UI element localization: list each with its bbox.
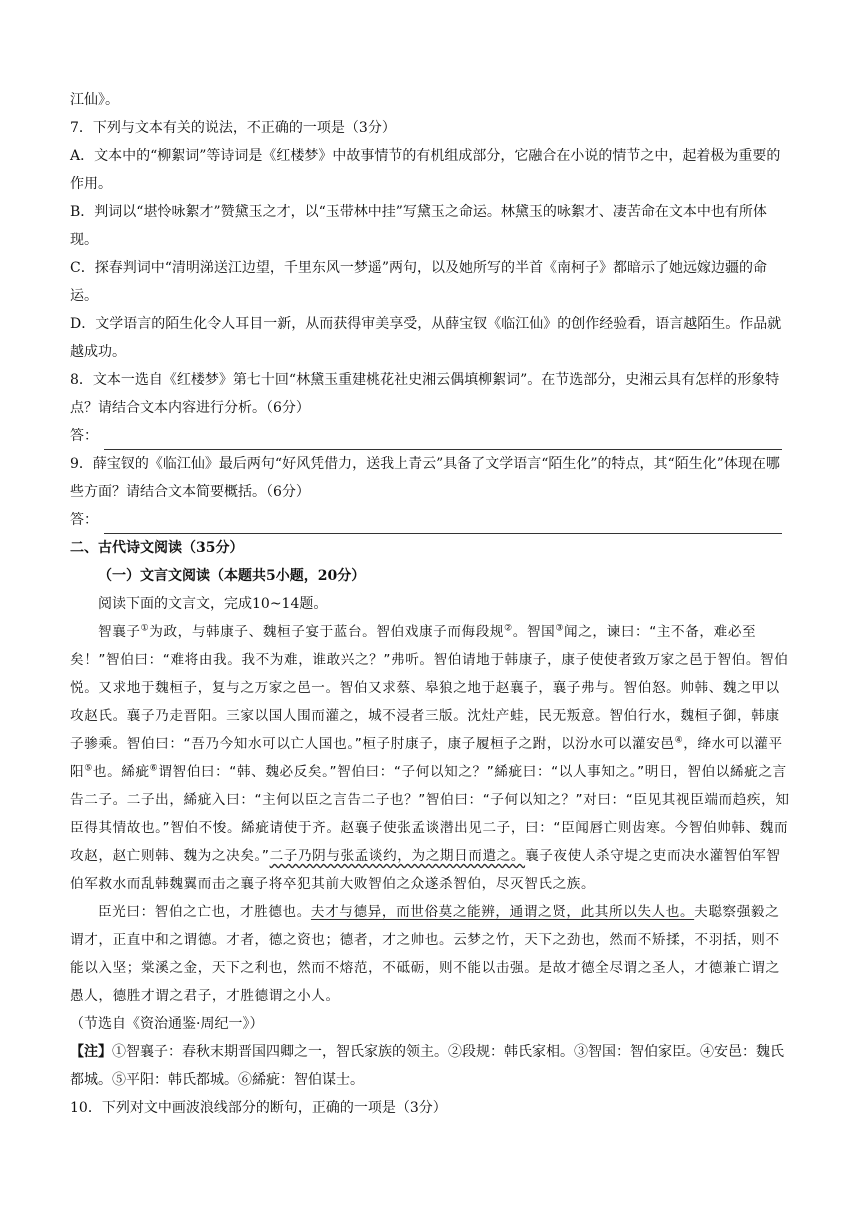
footnote-marker: ③: [555, 623, 565, 634]
footnote-marker: ④: [674, 735, 684, 746]
question-7-option-b: B．判词以“堪怜咏絮才”赞黛玉之才，以“玉带林中挂”写黛玉之命运。林黛玉的咏絮才、凄苦命在文本中也有所体现。: [70, 204, 767, 248]
section-2-subtitle: （一）文言文阅读（本题共5小题，20分）: [98, 568, 366, 584]
footnote-marker: ②: [504, 623, 513, 634]
question-10-stem: 10．下列对文中画波浪线部分的断句，正确的一项是（3分）: [70, 1100, 447, 1116]
passage-text: 襄子夜使人杀守堤之吏而决水灌智伯军智伯军救水而乱韩魏翼而击之襄子将卒犯其前大败智伯之众遂杀智伯，尽灭智氏之族。: [70, 848, 781, 892]
question-8-answer-label: 答：: [70, 428, 98, 444]
footnote-marker: ⑤: [84, 763, 93, 774]
question-7-option-d: D．文学语言的陌生化令人耳目一新，从而获得审美享受，从薛宝钗《临江仙》的创作经验看，语言越陌生。作品就越成功。: [70, 316, 782, 360]
underlined-sentence: 夫才与德异，而世俗莫之能辨，通谓之贤，此其所以失人也。: [310, 904, 695, 920]
question-7-option-c: C．探春判词中“清明涕送江边望，千里东风一梦遥”两句，以及她所写的半首《南柯子》都暗示了她远嫁边疆的命运。: [70, 260, 768, 304]
passage-text: 闻之，谏曰：“主不备，难必至矣！”智伯曰：“难将由我。我不为难，谁敢兴之？”弗听。智伯请地于韩康子，康子使使者致万家之邑于智伯。智伯悦。又求地于魏桓子，复与之万家之邑一。智伯又求蔡、皋狼之地于赵襄子，襄子弗与。智伯怒。帅韩、魏之甲以攻赵氏。襄子乃走晋阳。三家以国人围而灌之，城不浸者三版。沈灶产蛙，民无叛意。智伯行水，魏桓子御，韩康子骖乘。智伯曰：“吾乃今知水可以亡人国也。”桓子肘康子，康子履桓子之跗，以汾水可以灌安邑: [70, 624, 789, 752]
question-9-answer-label: 答：: [70, 512, 98, 528]
question-8-answer-area[interactable]: [70, 422, 790, 450]
question-8-stem: 8．文本一选自《红楼梦》第七十回“林黛玉重建桃花社史湘云偶填柳絮词”。在节选部分，史湘云具有怎样的形象特点？请结合文本内容进行分析。（6分）: [70, 372, 780, 416]
question-7-option-a: A．文本中的“柳絮词”等诗词是《红楼梦》中故事情节的有机组成部分，它融合在小说的情节之中，起着极为重要的作用。: [70, 148, 781, 192]
wavy-underlined-sentence: 二子乃阴与张孟谈约，为之期日而遣之。: [269, 848, 526, 864]
passage-text: 臣光曰：智伯之亡也，才胜德也。: [98, 904, 311, 920]
question-8-answer-line[interactable]: [104, 431, 782, 450]
passage-text: ，绛水可以灌平阳: [70, 736, 783, 780]
passage-text: 谓智伯曰：“韩、魏必反矣。”智伯曰：“子何以知之？”絺疵曰：“以人事知之。”明日，智伯以絺疵之言告二子。二子出，絺疵入曰：“主何以臣之言告二子也？”智伯曰：“子何以知之？”对曰：“臣见其视臣端而趋疾，知臣得其情故也。”智伯不悛。絺疵请使于齐。赵襄子使张孟谈潜出见二子，曰：“臣闻唇亡则齿寒。今智伯帅韩、魏而攻赵，赵亡则韩、魏为之决矣。”: [70, 764, 790, 864]
carry-over-text: 江仙》。: [70, 92, 119, 108]
question-8: [70, 366, 790, 450]
annotation-note: [70, 1038, 790, 1094]
footnote-marker: ①: [140, 623, 150, 634]
footnote-marker: ⑥: [149, 763, 159, 774]
question-7-stem: 7．下列与文本有关的说法，不正确的一项是（3分）: [70, 120, 396, 136]
passage-text: 智襄子: [98, 624, 141, 640]
question-9-answer-line[interactable]: [104, 515, 782, 534]
question-7: [70, 114, 790, 366]
passage-paragraph-1: [70, 618, 790, 898]
passage-text: 为政，与韩康子、魏桓子宴于蓝台。智伯戏康子而侮段规: [149, 624, 505, 640]
section-2-title: 二、古代诗文阅读（35分）: [70, 540, 244, 556]
passage-paragraph-2: [70, 898, 790, 1010]
note-text: ①智襄子：春秋末期晋国四卿之一，智氏家族的领主。②段规：韩氏家相。③智国：智伯家臣。④安邑：魏氏都城。⑤平阳：韩氏都城。⑥絺疵：智伯谋士。: [70, 1044, 784, 1088]
passage-text: 。智国: [512, 624, 556, 640]
question-9: [70, 450, 790, 534]
section-2-intro: 阅读下面的文言文，完成10~14题。: [98, 596, 328, 612]
note-tag: 【注】: [70, 1044, 112, 1060]
passage-source: （节选自《资治通鉴·周纪一》）: [70, 1016, 264, 1032]
passage-text: 也。絺疵: [92, 764, 150, 780]
passage-text: 夫聪察强毅之谓才，正直中和之谓德。才者，德之资也；德者，才之帅也。云梦之竹，天下之劲也，然而不矫揉，不羽括，则不能以入坚；棠溪之金，天下之利也，然而不熔范，不砥砺，则不能以击强。是故才德全尽谓之圣人，才德兼亡谓之愚人，德胜才谓之君子，才胜德谓之小人。: [70, 904, 780, 1004]
exam-page: [70, 86, 790, 1122]
question-9-stem: 9．薛宝钗的《临江仙》最后两句“好风凭借力，送我上青云”具备了文学语言“陌生化”的特点，其“陌生化”体现在哪些方面？请结合文本简要概括。（6分）: [70, 456, 780, 500]
question-9-answer-area[interactable]: [70, 506, 790, 534]
